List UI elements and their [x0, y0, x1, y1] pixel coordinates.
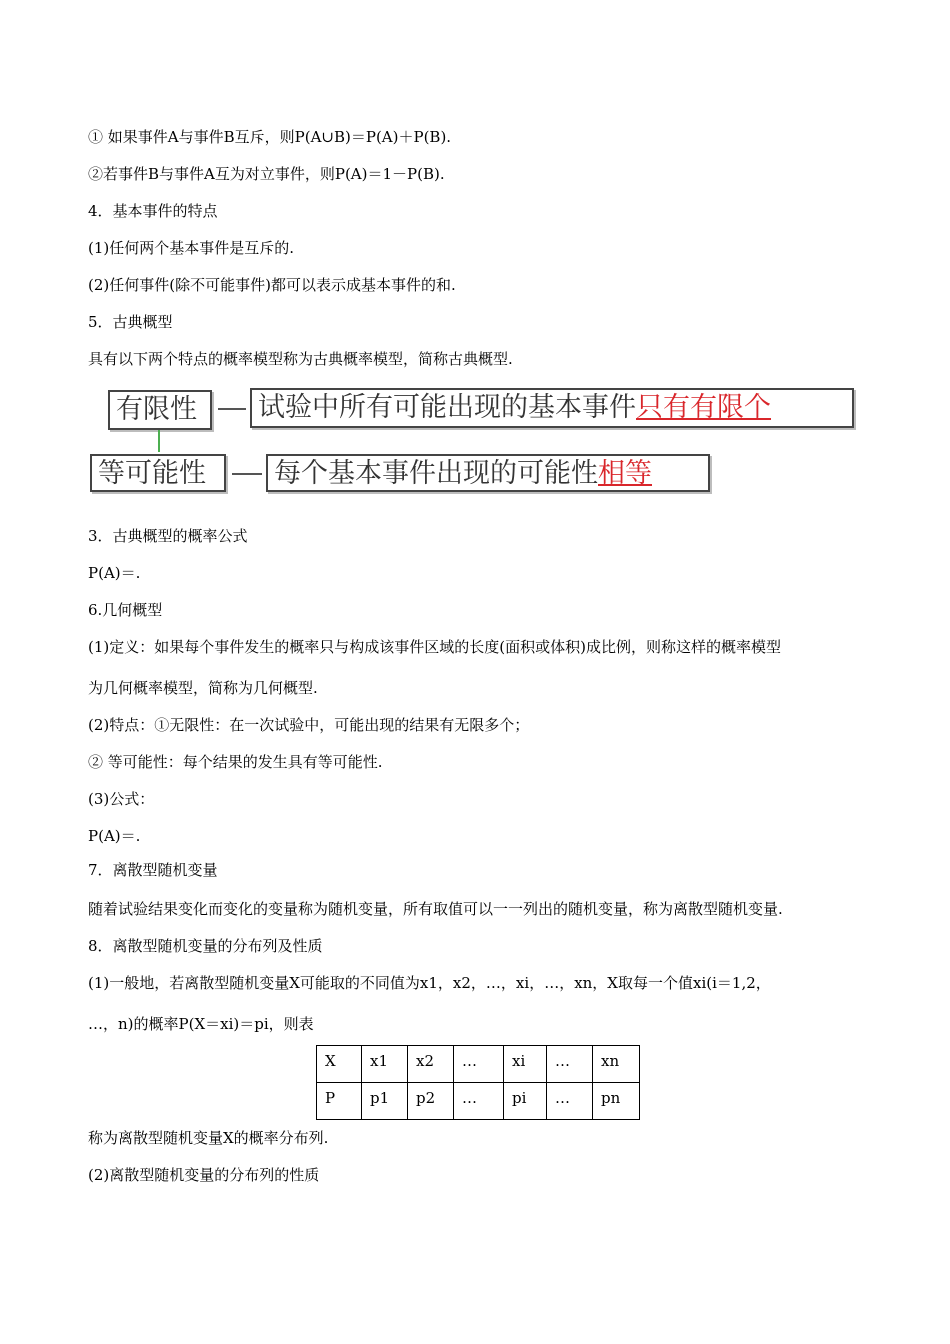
connector-dash: [232, 473, 262, 475]
classical-probability-diagram: [88, 384, 863, 496]
connector-vertical-line: [158, 430, 160, 452]
table-cell: pi: [504, 1083, 547, 1120]
table-cell: p1: [362, 1083, 408, 1120]
table-cell: X: [317, 1046, 362, 1083]
text-line: (3)公式：: [88, 790, 155, 808]
section-heading: 5．古典概型: [88, 313, 173, 331]
section-heading: 4．基本事件的特点: [88, 202, 218, 220]
table-cell: …: [547, 1083, 593, 1120]
text-line: 具有以下两个特点的概率模型称为古典概率模型，简称古典概型.: [88, 350, 513, 368]
table-cell: p2: [408, 1083, 454, 1120]
text-line: (1)定义：如果每个事件发生的概率只与构成该事件区域的长度(面积或体积)成比例，则称这样的概率模型: [88, 638, 781, 656]
diagram-highlight-text: 只有有限个: [636, 392, 771, 423]
formula-line: P(A)＝.: [88, 827, 141, 845]
text-line: ② 等可能性：每个结果的发生具有等可能性.: [88, 753, 383, 771]
text-line: (2)特点：①无限性：在一次试验中，可能出现的结果有无限多个；: [88, 716, 530, 734]
table-cell: P: [317, 1083, 362, 1120]
text-line: 称为离散型随机变量X的概率分布列.: [88, 1129, 329, 1147]
section-heading: 6.几何概型: [88, 601, 163, 619]
diagram-box-finiteness: [108, 390, 212, 430]
text-line: 随着试验结果变化而变化的变量称为随机变量，所有取值可以一一列出的随机变量，称为离散型随机变量.: [88, 900, 783, 918]
table-cell: …: [454, 1083, 504, 1120]
text-line: ① 如果事件A与事件B互斥，则P(A∪B)＝P(A)＋P(B).: [88, 128, 452, 146]
section-heading: 3．古典概型的概率公式: [88, 527, 248, 545]
table-cell: x2: [408, 1046, 454, 1083]
section-heading: 7．离散型随机变量: [88, 861, 218, 879]
diagram-box-label: 等可能性: [98, 458, 206, 489]
table-cell: xi: [504, 1046, 547, 1083]
diagram-box-finite-description: [250, 388, 854, 428]
diagram-box-equal-description: [266, 454, 710, 492]
diagram-highlight-text: 相等: [598, 458, 652, 489]
table-row: [317, 1046, 640, 1083]
text-line: (1)任何两个基本事件是互斥的.: [88, 239, 295, 257]
diagram-box-text: 试验中所有可能出现的基本事件: [258, 392, 636, 423]
table-cell: pn: [593, 1083, 640, 1120]
diagram-box-label: 有限性: [116, 394, 197, 425]
text-line: …，n)的概率P(X＝xi)＝pi，则表: [88, 1015, 314, 1033]
text-line: ②若事件B与事件A互为对立事件，则P(A)＝1－P(B).: [88, 165, 445, 183]
connector-dash: [218, 408, 246, 410]
table-cell: x1: [362, 1046, 408, 1083]
table-cell: xn: [593, 1046, 640, 1083]
formula-line: P(A)＝.: [88, 564, 141, 582]
text-line: 为几何概率模型，简称为几何概型.: [88, 679, 318, 697]
section-heading: 8．离散型随机变量的分布列及性质: [88, 937, 323, 955]
text-line: (1)一般地，若离散型随机变量X可能取的不同值为x1，x2，…，xi，…，xn，X取每一个值xi(i＝1,2，: [88, 974, 771, 992]
table-cell: …: [454, 1046, 504, 1083]
text-line: (2)离散型随机变量的分布列的性质: [88, 1166, 320, 1184]
diagram-box-equal-likelihood: [90, 454, 226, 492]
text-line: (2)任何事件(除不可能事件)都可以表示成基本事件的和.: [88, 276, 456, 294]
table-row: [317, 1083, 640, 1120]
diagram-box-text: 每个基本事件出现的可能性: [274, 458, 598, 489]
table-cell: …: [547, 1046, 593, 1083]
distribution-table: [316, 1045, 640, 1120]
